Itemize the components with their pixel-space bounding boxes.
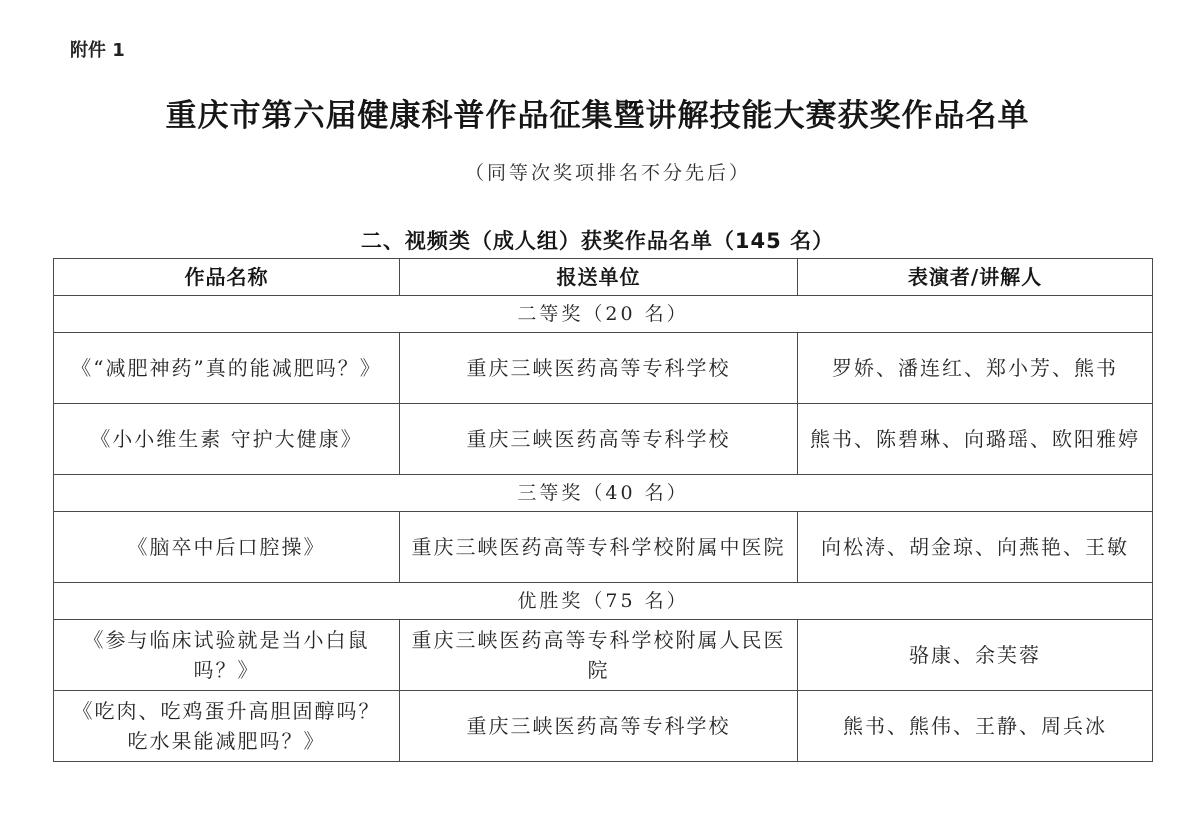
table-row: [54, 691, 1153, 762]
header-work-name: 作品名称: [54, 259, 400, 296]
work-title: 《“减肥神药”真的能减肥吗？》: [54, 333, 400, 404]
table-row: [54, 404, 1153, 475]
submitting-unit: 重庆三峡医药高等专科学校: [400, 404, 798, 475]
attachment-label: 附件 1: [70, 40, 125, 61]
header-performers: 表演者/讲解人: [798, 259, 1153, 296]
submitting-unit: 重庆三峡医药高等专科学校附属中医院: [400, 512, 798, 583]
award-label: 优胜奖（75 名）: [54, 583, 1153, 620]
award-row-third-prize: [54, 475, 1153, 512]
award-label: 二等奖（20 名）: [54, 296, 1153, 333]
table-header-row: [54, 259, 1153, 296]
award-row-merit-prize: [54, 583, 1153, 620]
table-row: [54, 512, 1153, 583]
performers: 骆康、余芙蓉: [798, 620, 1153, 691]
submitting-unit: 重庆三峡医药高等专科学校: [400, 333, 798, 404]
performers: 熊书、陈碧琳、向璐瑶、欧阳雅婷: [798, 404, 1153, 475]
performers: 罗娇、潘连红、郑小芳、熊书: [798, 333, 1153, 404]
awards-table: [53, 258, 1153, 762]
table-row: [54, 620, 1153, 691]
work-title: 《小小维生素 守护大健康》: [54, 404, 400, 475]
award-label: 三等奖（40 名）: [54, 475, 1153, 512]
award-row-second-prize: [54, 296, 1153, 333]
table-row: [54, 333, 1153, 404]
work-title: 《参与临床试验就是当小白鼠吗？》: [54, 620, 400, 691]
submitting-unit: 重庆三峡医药高等专科学校附属人民医院: [400, 620, 798, 691]
performers: 熊书、熊伟、王静、周兵冰: [798, 691, 1153, 762]
work-title: 《吃肉、吃鸡蛋升高胆固醇吗？吃水果能减肥吗？》: [54, 691, 400, 762]
header-submitting-unit: 报送单位: [400, 259, 798, 296]
work-title: 《脑卒中后口腔操》: [54, 512, 400, 583]
performers: 向松涛、胡金琼、向燕艳、王敏: [798, 512, 1153, 583]
document-title: 重庆市第六届健康科普作品征集暨讲解技能大赛获奖作品名单: [165, 98, 1030, 134]
section-title: 二、视频类（成人组）获奖作品名单（145 名）: [360, 229, 835, 253]
document-subtitle: （同等次奖项排名不分先后）: [464, 162, 751, 184]
submitting-unit: 重庆三峡医药高等专科学校: [400, 691, 798, 762]
